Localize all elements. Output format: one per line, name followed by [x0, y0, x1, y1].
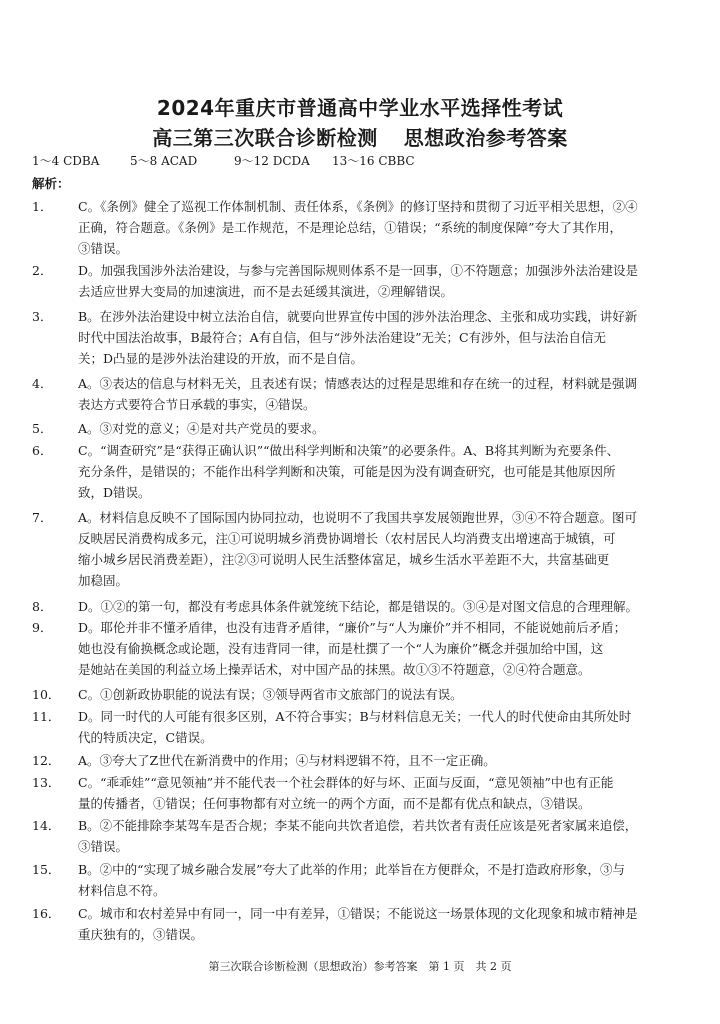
analysis-text	[78, 373, 692, 415]
analysis-line: A。③对党的意义；④是对共产党员的要求。	[78, 421, 325, 436]
analysis-line: 是她站在美国的利益立场上操弄话术，对中国产品的抹黑。故①③不符题意，②④符合题意。	[78, 662, 591, 677]
analysis-text	[78, 617, 692, 680]
analysis-line: 加稳固。	[78, 573, 129, 588]
analysis-line: 代的特质决定，C错误。	[78, 730, 213, 745]
analysis-line: ③错误。	[78, 241, 129, 256]
question-number: 7．	[32, 510, 53, 525]
answer-key-row	[32, 152, 415, 169]
analysis-line: C。“乖乖娃”“意见领袖”并不能代表一个社会群体的好与坏、正面与反面，“意见领袖”中也有正能	[78, 775, 614, 790]
analysis-line: 去适应世界大变局的加速演进，而不是去延缓其演进，②理解错误。	[78, 284, 454, 299]
analysis-text	[78, 596, 692, 617]
analysis-line: C。《条例》健全了巡视工作体制机制、责任体系，《条例》的修订坚持和贯彻了习近平相关思想，②④	[78, 199, 638, 214]
question-number: 12．	[32, 753, 61, 768]
analysis-item	[32, 859, 692, 901]
question-number: 8．	[32, 599, 53, 614]
analysis-item	[32, 373, 692, 415]
analysis-line: 关；D凸显的是涉外法治建设的开放，而不是自信。	[78, 351, 364, 366]
question-number: 3．	[32, 309, 53, 324]
answer-group: 1～4 CDBA	[32, 154, 100, 168]
analysis-item	[32, 418, 692, 439]
analysis-text	[78, 815, 692, 857]
analysis-text	[78, 196, 692, 259]
analysis-line: 重庆独有的，③错误。	[78, 927, 204, 942]
analysis-line: 量的传播者，①错误；任何事物都有对立统一的两个方面，而不是都有优点和缺点，③错误。	[78, 796, 591, 811]
analysis-line: ③错误。	[78, 839, 129, 854]
analysis-item	[32, 196, 692, 259]
question-number: 14．	[32, 818, 61, 833]
analysis-line: 充分条件，是错误的；不能作出科学判断和决策，可能是因为没有调查研究，也可能是其他原因所	[78, 464, 616, 479]
exam-title: 2024年重庆市普通高中学业水平选择性考试	[156, 96, 564, 120]
question-number: 6．	[32, 443, 53, 458]
analysis-line: A。材料信息反映不了国际国内协同拉动，也说明不了我国共享发展领跑世界，③④不符合题意。图可	[78, 510, 638, 525]
analysis-heading: 解析：	[32, 176, 70, 191]
analysis-line: 表达方式要符合节日承载的事实，④错误。	[78, 397, 316, 412]
analysis-item	[32, 617, 692, 680]
analysis-line: 时代中国法治故事，B最符合；A有自信，但与“涉外法治建设”无关；C有涉外，但与法治自信无	[78, 330, 607, 345]
analysis-line: D。加强我国涉外法治建设，与参与完善国际规则体系不是一回事，①不符题意；加强涉外法治建设是	[78, 263, 639, 278]
answer-group: 13～16 CBBC	[332, 154, 415, 168]
analysis-line: 材料信息不符。	[78, 883, 166, 898]
analysis-line: D。①②的第一句，都没有考虑具体条件就笼统下结论，都是错误的。③④是对图文信息的合理理解。	[78, 599, 639, 614]
analysis-line: B。在涉外法治建设中树立法治自信，就要向世界宣传中国的涉外法治理念、主张和成功实践，讲好新	[78, 309, 638, 324]
question-number: 4．	[32, 376, 53, 391]
analysis-text	[78, 440, 692, 503]
analysis-line: D。同一时代的人可能有很多区别，A不符合事实；B与材料信息无关；一代人的时代使命由其所处时	[78, 709, 632, 724]
analysis-line: 缩小城乡居民消费差距），注②③可说明人民生活整体富足，城乡生活水平差距不大，共富基础更	[78, 552, 610, 567]
analysis-item	[32, 750, 692, 771]
analysis-item	[32, 306, 692, 369]
analysis-item	[32, 772, 692, 814]
analysis-item	[32, 903, 692, 945]
analysis-text	[78, 260, 692, 302]
analysis-item	[32, 596, 692, 617]
subtitle-answer-label: 思想政治参考答案	[403, 126, 568, 150]
analysis-line: C。①创新政协职能的说法有误；③领导两省市文旅部门的说法有误。	[78, 687, 463, 702]
analysis-item	[32, 684, 692, 705]
analysis-text	[78, 418, 692, 439]
subtitle-exam-name: 高三第三次联合诊断检测	[152, 126, 378, 150]
analysis-text	[78, 859, 692, 901]
question-number: 2．	[32, 263, 53, 278]
question-number: 11．	[32, 709, 61, 724]
analysis-text	[78, 507, 692, 591]
analysis-line: 致，D错误。	[78, 485, 151, 500]
question-number: 1．	[32, 199, 53, 214]
analysis-line: D。耶伦并非不懂矛盾律，也没有违背矛盾律，“廉价”与“人为廉价”并不相同，不能说她前后矛盾；	[78, 620, 627, 635]
analysis-text	[78, 684, 692, 705]
question-number: 13．	[32, 775, 61, 790]
question-number: 15．	[32, 862, 61, 877]
analysis-line: B。②中的“实现了城乡融合发展”夸大了此举的作用；此举旨在方便群众，不是打造政府形象，③与	[78, 862, 625, 877]
analysis-line: B。②不能排除李某驾车是否合规；李某不能向共饮者追偿，若共饮者有责任应该是死者家属来追偿，	[78, 818, 638, 833]
analysis-line: 正确，符合题意。《条例》是工作规范，不是理论总结，①错误；“系统的制度保障”夸大了其作用，	[78, 220, 623, 235]
analysis-text	[78, 750, 692, 771]
answer-group: 5～8 ACAD	[130, 154, 198, 168]
analysis-text	[78, 706, 692, 748]
analysis-item	[32, 507, 692, 591]
analysis-line: C。城市和农村差异中有同一，同一中有差异，①错误；不能说这一场景体现的文化现象和城市精神是	[78, 906, 638, 921]
analysis-line: 她也没有偷换概念或论题，没有违背同一律，而是杜撰了一个“人为廉价”概念并强加给中国，这	[78, 641, 604, 656]
analysis-text	[78, 772, 692, 814]
analysis-item	[32, 706, 692, 748]
analysis-item	[32, 260, 692, 302]
analysis-text	[78, 306, 692, 369]
analysis-line: 反映居民消费构成多元，注①可说明城乡消费协调增长（农村居民人均消费支出增速高于城镇，可	[78, 531, 616, 546]
exam-subtitle	[0, 122, 720, 151]
answer-group: 9～12 DCDA	[234, 154, 310, 168]
question-number: 16．	[32, 906, 61, 921]
analysis-item	[32, 440, 692, 503]
analysis-line: C。“调查研究”是“获得正确认识”“做出科学判断和决策”的必要条件。A、B将其判断为充要条件、	[78, 443, 620, 458]
question-number: 9．	[32, 620, 53, 635]
analysis-line: A。③夸大了Z世代在新消费中的作用；④与材料逻辑不符，且不一定正确。	[78, 753, 496, 768]
analysis-line: A。③表达的信息与材料无关，且表述有误；情感表达的过程是思维和存在统一的过程，材料就是强调	[78, 376, 638, 391]
analysis-text	[78, 903, 692, 945]
page-footer: 第三次联合诊断检测（思想政治）参考答案 第 1 页 共 2 页	[208, 960, 512, 973]
analysis-item	[32, 815, 692, 857]
question-number: 5．	[32, 421, 53, 436]
question-number: 10．	[32, 687, 61, 702]
